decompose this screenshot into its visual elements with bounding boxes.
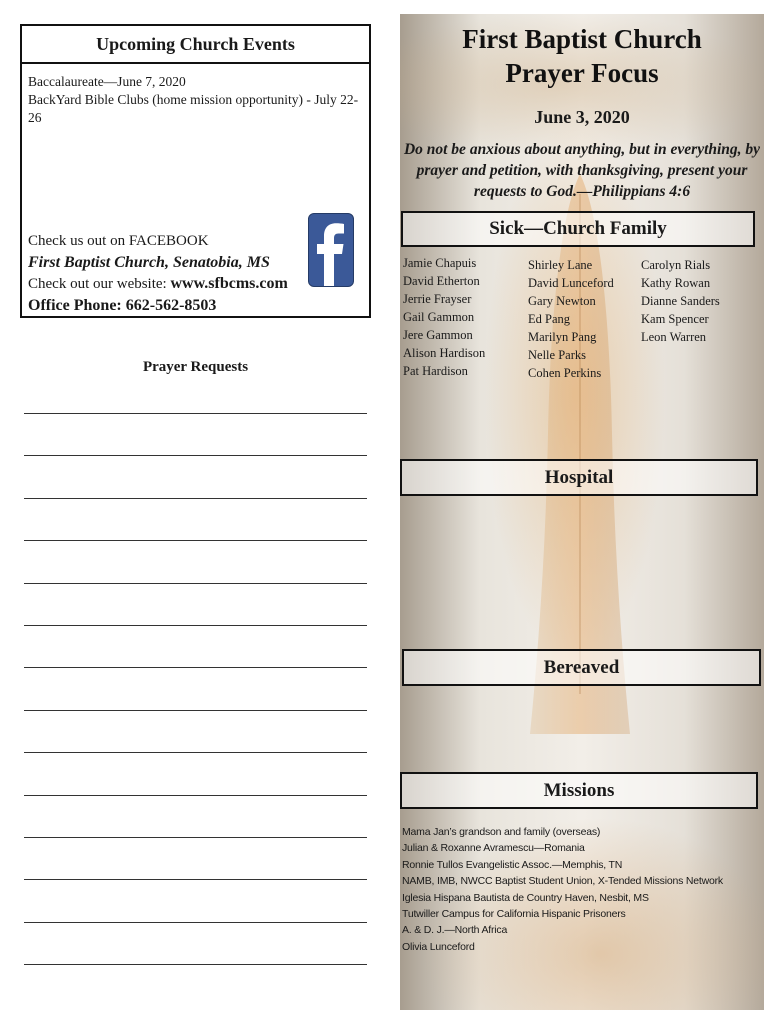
sick-name: Carolyn Rials [641,258,711,272]
prayer-request-line [24,922,367,923]
missions-list [402,824,723,955]
sick-names-column-1 [403,254,485,380]
sick-name: David Etherton [403,274,480,288]
sick-name: Kam Spencer [641,312,709,326]
prayer-requests-title: Prayer Requests [142,359,249,375]
sick-name: Ed Pang [528,312,571,326]
prayer-request-line [24,583,367,584]
sick-name: Gail Gammon [403,310,475,324]
prayer-request-line [24,710,367,711]
website-prefix: Check out our website: [28,276,167,292]
sick-name: Leon Warren [641,330,707,344]
sick-name: Jamie Chapuis [403,256,477,270]
mission-item: Julian & Roxanne Avramescu—Romania [402,842,585,855]
bulletin-title [400,22,764,90]
mission-item: Tutwiller Campus for California Hispanic Prisoners [402,908,626,921]
sick-name: Jerrie Frayser [403,292,472,306]
prayer-request-line [24,625,367,626]
bulletin-date: June 3, 2020 [534,107,630,127]
event-item: Baccalaureate—June 7, 2020 [28,74,186,89]
mission-item: Mama Jan’s grandson and family (overseas) [402,826,601,838]
prayer-request-line [24,795,367,796]
sick-name: Dianne Sanders [641,294,720,308]
bulletin-title-line2: Prayer Focus [505,58,659,88]
mission-item: Olivia Lunceford [402,940,475,953]
sick-name: David Lunceford [528,276,614,290]
events-title: Upcoming Church Events [22,26,369,64]
prayer-request-line [24,964,367,965]
prayer-request-line [24,498,367,499]
prayer-request-line [24,837,367,838]
prayer-focus-panel [400,14,764,1010]
website-link[interactable]: www.sfbcms.com [170,275,288,292]
sick-names-column-2 [528,256,614,382]
prayer-request-line [24,667,367,668]
sick-name: Shirley Lane [528,258,593,272]
scripture-verse: Do not be anxious about anything, but in everything, by prayer and petition, with thanksgiving, present your requests to God.—Philippians 4:6 [403,141,761,200]
mission-item: A. & D. J.—North Africa [402,924,508,937]
bulletin-title-line1: First Baptist Church [462,24,702,54]
prayer-request-line [24,540,367,541]
sick-name: Nelle Parks [528,348,586,362]
prayer-request-line [24,879,367,880]
sick-name: Marilyn Pang [528,330,597,344]
mission-item: Iglesia Hispana Bautista de Country Haven, Nesbit, MS [402,891,649,904]
sick-name: Cohen Perkins [528,366,602,380]
prayer-request-line [24,752,367,753]
bereaved-section-header: Bereaved [402,649,761,686]
sick-name: Kathy Rowan [641,276,711,290]
church-location: First Baptist Church, Senatobia, MS [28,254,270,271]
hospital-section-header: Hospital [400,459,758,496]
prayer-request-line [24,413,367,414]
events-list [22,64,369,127]
mission-item: NAMB, IMB, NWCC Baptist Student Union, X-Tended Missions Network [402,875,723,888]
facebook-line: Check us out on FACEBOOK [28,233,209,249]
sick-name: Jere Gammon [403,328,473,342]
sick-name: Pat Hardison [403,364,468,378]
mission-item: Ronnie Tullos Evangelistic Assoc.—Memphis, TN [402,858,623,871]
facebook-icon [308,213,354,287]
sick-names-column-3 [641,256,720,346]
event-item: BackYard Bible Clubs (home mission opportunity) - July 22-26 [28,92,359,125]
prayer-request-line [24,455,367,456]
sick-name: Alison Hardison [403,346,486,360]
sick-name: Gary Newton [528,294,596,308]
upcoming-events-box [20,24,371,318]
office-phone: Office Phone: 662-562-8503 [28,297,217,314]
website-line [28,273,288,295]
sick-section-header: Sick—Church Family [401,211,755,247]
contact-info [28,231,288,317]
missions-section-header: Missions [400,772,758,809]
